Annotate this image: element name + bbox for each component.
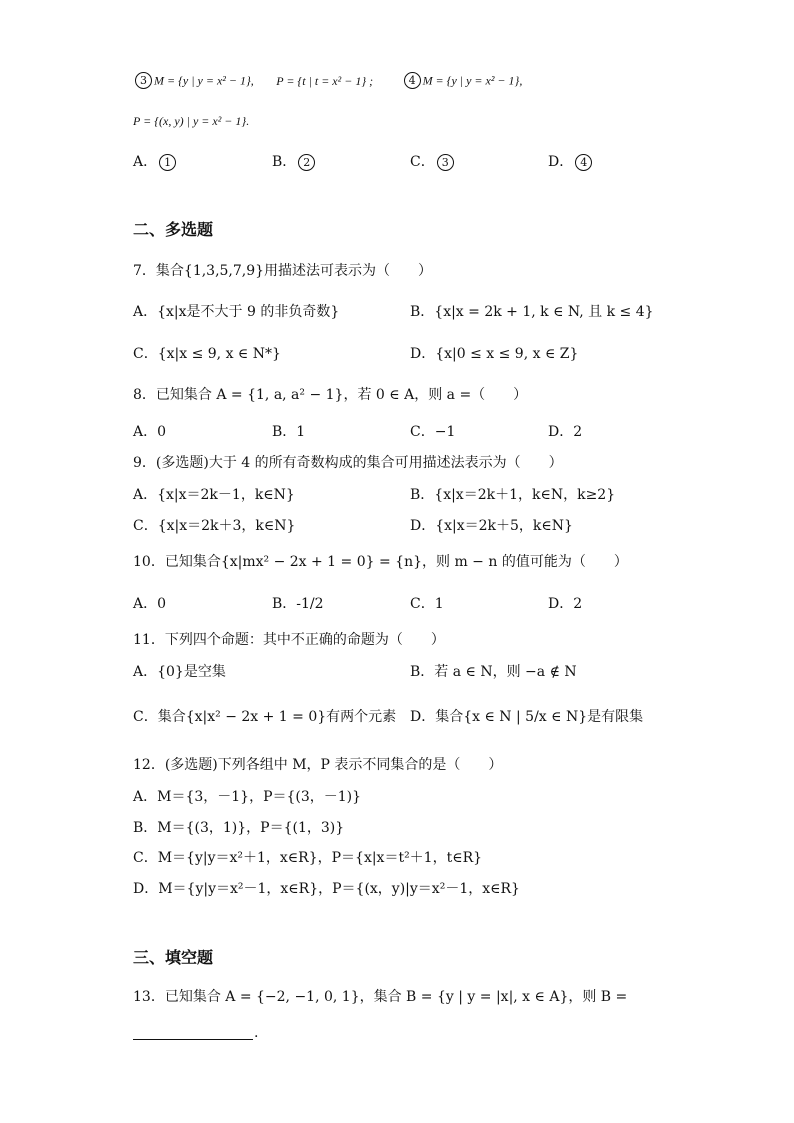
q11-option-c: C．集合{x|x² − 2x + 1 = 0}有两个元素 (133, 709, 397, 725)
q6-item3-p: P = {t | t = x² − 1} ; (276, 73, 374, 88)
q8-option-a: A．0 (133, 424, 167, 440)
q7-stem: 7．集合{1,3,5,7,9}用描述法可表示为（ ） (133, 263, 433, 279)
q6-option-d (548, 151, 594, 171)
circled-number: 3 (135, 72, 152, 89)
q10-option-d: D．2 (548, 596, 583, 612)
q10-stem: 10．已知集合{x|mx² − 2x + 1 = 0} = {n}，则 m − n 的值可能为（ ） (133, 554, 628, 570)
q12-stem: 12．(多选题)下列各组中 M，P 表示不同集合的是（ ） (133, 757, 503, 773)
section-heading-fill-in: 三、填空题 (133, 948, 214, 967)
q7-option-a: A．{x|x是不大于 9 的非负奇数} (133, 304, 340, 320)
q6-option-a (133, 151, 178, 171)
q11-option-a: A．{0}是空集 (133, 664, 226, 680)
option-label: A． (133, 154, 158, 170)
option-label: B． (272, 154, 297, 170)
option-label: C． (410, 154, 435, 170)
q7-option-d: D．{x|0 ≤ x ≤ 9, x ∈ Z} (410, 346, 579, 362)
q7-option-c: C．{x|x ≤ 9, x ∈ N*} (133, 346, 281, 362)
q12-option-d: D．M＝{y|y＝x²－1，x∈R}，P＝{(x，y)|y＝x²－1，x∈R} (133, 881, 520, 897)
q12-option-b: B．M＝{(3，1)}，P＝{(1，3)} (133, 820, 345, 836)
circled-number: 4 (575, 154, 592, 171)
q8-option-d: D．2 (548, 424, 583, 440)
q13-end: . (254, 1025, 259, 1041)
circled-number: 3 (437, 154, 454, 171)
q8-stem: 8．已知集合 A = {1, a, a² − 1}，若 0 ∈ A，则 a =（ ） (133, 387, 528, 403)
q6-item3-4 (133, 72, 522, 89)
q7-option-b: B．{x|x = 2k + 1, k ∈ N, 且 k ≤ 4} (410, 304, 654, 320)
q9-option-c: C．{x|x＝2k＋3，k∈N} (133, 518, 296, 534)
q11-stem: 11．下列四个命题：其中不正确的命题为（ ） (133, 632, 445, 648)
q8-option-b: B．1 (272, 424, 306, 440)
q8-option-c: C．−1 (410, 424, 456, 440)
circled-number: 1 (159, 154, 176, 171)
q12-option-c: C．M＝{y|y＝x²＋1，x∈R}，P＝{x|x＝t²＋1，t∈R} (133, 850, 483, 866)
q13-stem: 13．已知集合 A = {−2, −1, 0, 1}，集合 B = {y | y = |x|, x ∈ A}，则 B = (133, 989, 628, 1005)
q10-option-b: B．-1/2 (272, 596, 324, 612)
q12-option-a: A．M＝{3，－1}，P＝{(3，－1)} (133, 789, 362, 805)
q6-item3-m: M = {y | y = x² − 1}, (154, 73, 254, 88)
circled-number: 4 (404, 72, 421, 89)
section-heading-multiple-choice: 二、多选题 (133, 220, 214, 239)
q6-item4-p: P = {(x, y) | y = x² − 1}. (133, 114, 250, 128)
circled-number: 2 (298, 154, 315, 171)
q6-option-c (410, 151, 456, 171)
option-label: D． (548, 154, 574, 170)
q9-option-a: A．{x|x＝2k－1，k∈N} (133, 487, 295, 503)
answer-blank (133, 1039, 253, 1040)
q11-option-b: B．若 a ∈ N，则 −a ∉ N (410, 664, 577, 680)
q9-option-d: D．{x|x＝2k＋5，k∈N} (410, 518, 573, 534)
q10-option-a: A．0 (133, 596, 167, 612)
q6-option-b (272, 151, 317, 171)
q6-item4-m: M = {y | y = x² − 1}, (422, 73, 523, 88)
q9-stem: 9．(多选题)大于 4 的所有奇数构成的集合可用描述法表示为（ ） (133, 455, 563, 471)
q9-option-b: B．{x|x＝2k＋1，k∈N，k≥2} (410, 487, 616, 503)
q11-option-d: D．集合{x ∈ N | 5/x ∈ N}是有限集 (410, 709, 644, 725)
q10-option-c: C．1 (410, 596, 444, 612)
